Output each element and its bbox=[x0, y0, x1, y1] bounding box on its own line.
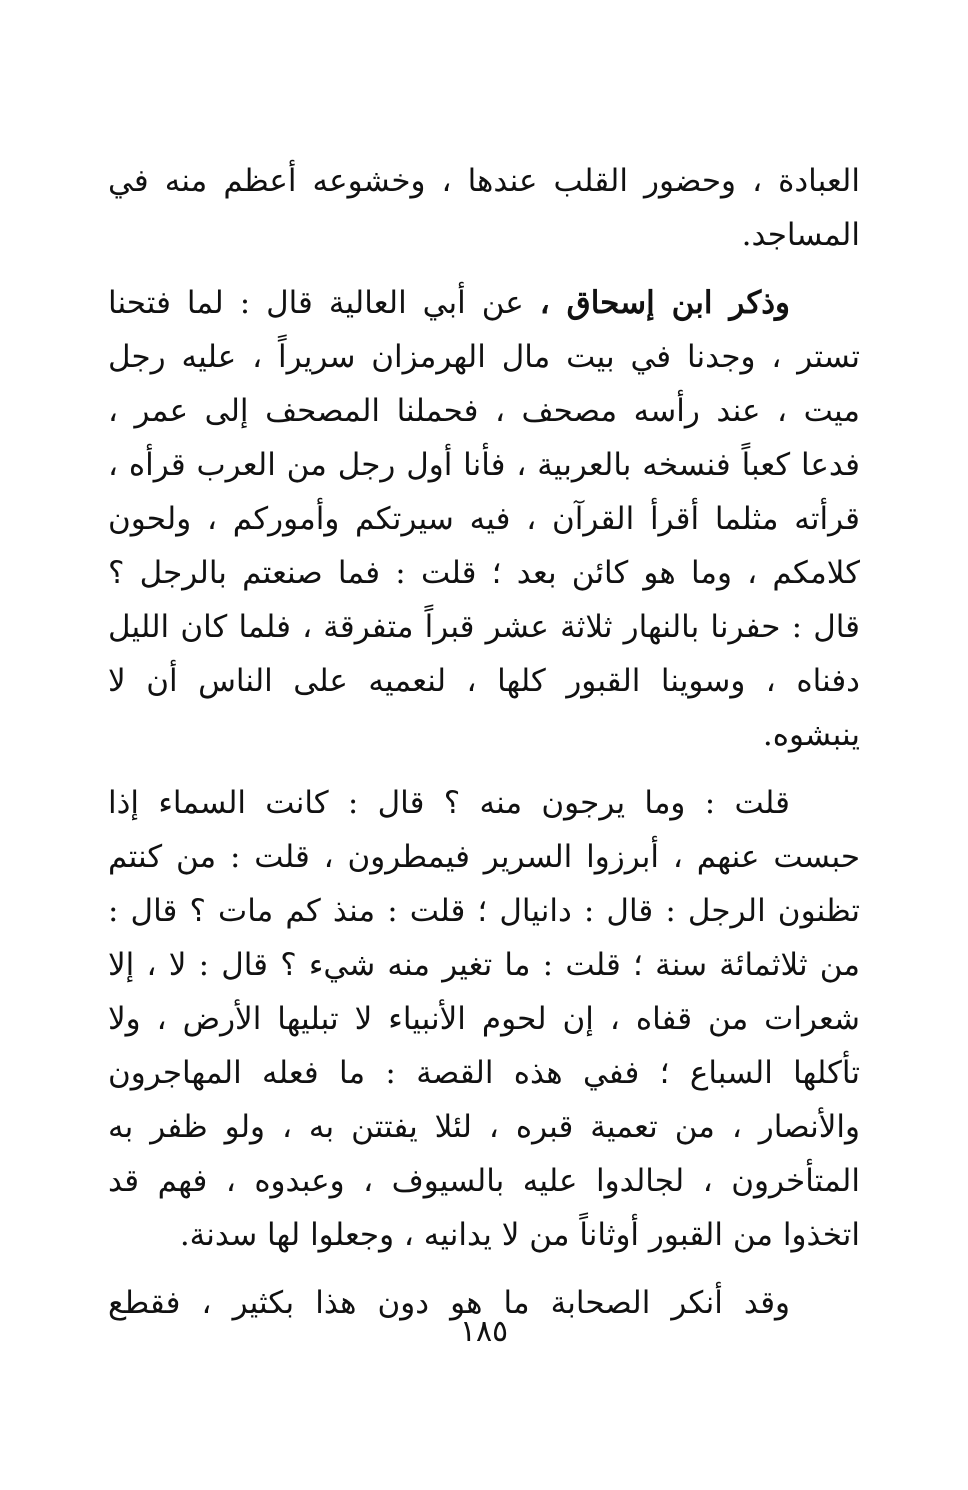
text-run: عن أبي العالية قال : لما فتحنا bbox=[108, 285, 540, 321]
text-line: اتخذوا من القبور أوثاناً من لا يدانيه ، وجعلوا لها سدنة. bbox=[179, 1217, 860, 1253]
text-line: تستر ، وجدنا في بيت مال الهرمزان سريراً ، عليه رجل bbox=[108, 339, 860, 375]
text-line: دفناه ، وسوينا القبور كلها ، لنعميه على الناس أن لا bbox=[108, 663, 860, 699]
paragraph bbox=[108, 276, 860, 762]
text-line: ميت ، عند رأسه مصحف ، فحملنا المصحف إلى عمر ، bbox=[108, 393, 860, 429]
text-line: فدعا كعباً فنسخه بالعربية ، فأنا أول رجل من العرب قرأه ، bbox=[108, 447, 860, 483]
text-line: المتأخرون ، لجالدوا عليه بالسيوف ، وعبدوه ، فهم قد bbox=[108, 1163, 860, 1199]
text-line: كلامكم ، وما هو كائن بعد ؛ قلت : فما صنعتم بالرجل ؟ bbox=[108, 555, 860, 591]
paragraph bbox=[108, 154, 860, 262]
bold-lead: وذكر ابن إسحاق ، bbox=[539, 285, 790, 321]
text-line: وقد أنكر الصحابة ما هو دون هذا بكثير ، فقطع bbox=[108, 1285, 790, 1321]
body-text bbox=[108, 154, 860, 1330]
text-line: ينبشوه. bbox=[762, 717, 860, 753]
text-line: قلت : وما يرجون منه ؟ قال : كانت السماء إذا bbox=[108, 785, 790, 821]
text-line: العبادة ، وحضور القلب عندها ، وخشوعه أعظم منه في bbox=[108, 163, 860, 199]
text-line: تظنون الرجل : قال : دانيال ؛ قلت : منذ كم مات ؟ قال : bbox=[108, 893, 860, 929]
text-line: شعرات من قفاه ، إن لحوم الأنبياء لا تبليها الأرض ، ولا bbox=[108, 1001, 860, 1037]
paragraph bbox=[108, 776, 860, 1262]
text-line: قال : حفرنا بالنهار ثلاثة عشر قبراً متفرقة ، فلما كان الليل bbox=[108, 609, 860, 645]
text-line: قرأته مثلما أقرأ القرآن ، فيه سيرتكم وأموركم ، ولحون bbox=[108, 501, 860, 537]
text-line: من ثلاثمائة سنة ؛ قلت : ما تغير منه شيء ؟ قال : لا ، إلا bbox=[108, 947, 861, 983]
text-line bbox=[108, 276, 860, 330]
page-number: ١٨٥ bbox=[459, 1314, 509, 1349]
text-line: تأكلها السباع ؛ ففي هذه القصة : ما فعله المهاجرون bbox=[108, 1055, 860, 1091]
text-line: حبست عنهم ، أبرزوا السرير فيمطرون ، قلت : من كنتم bbox=[108, 839, 860, 875]
text-line: المساجد. bbox=[741, 217, 860, 253]
text-line: والأنصار ، من تعمية قبره ، لئلا يفتتن به ، ولو ظفر به bbox=[108, 1109, 860, 1145]
